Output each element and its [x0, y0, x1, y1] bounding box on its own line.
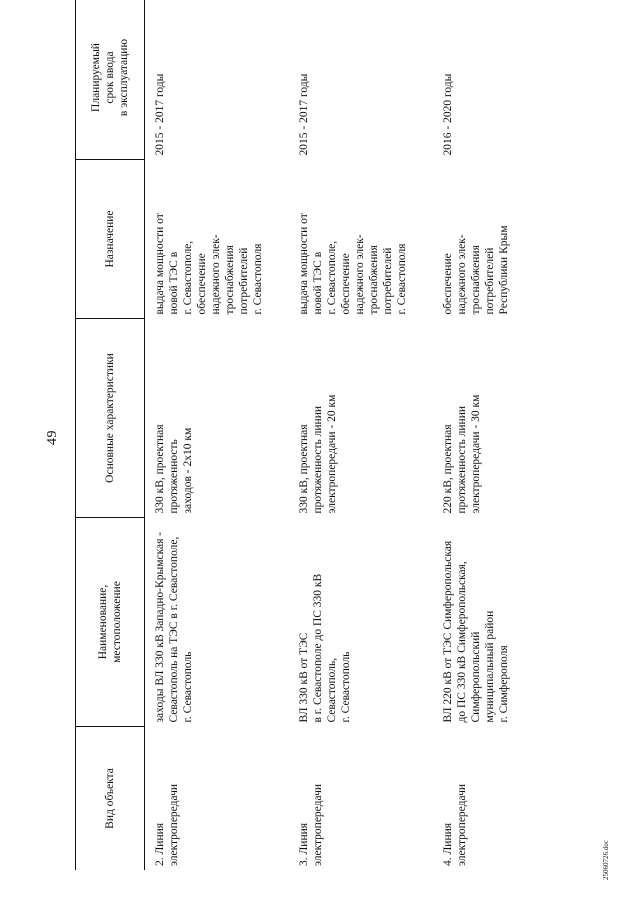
- cell-purpose: выдача мощности от новой ТЭС в г. Севастополе, обеспечение надежного элек- троснабжения потребителей г. Севастополя: [154, 213, 264, 315]
- header-term: Планируемый срок ввода в эксплуатацию: [76, 0, 145, 160]
- cell-purpose: выдача мощности от новой ТЭС в г. Севастополе, обеспечение надежного элек- троснабжения потребителей г. Севастополя: [298, 213, 408, 315]
- table-row: [145, 0, 290, 870]
- rotated-table-container: [75, 40, 535, 870]
- infrastructure-table: [75, 0, 587, 870]
- cell-name-location: ВЛ 330 кВ от ТЭС в г. Севастополе до ПС 330 кВ Севастополь, г. Севастополь: [298, 573, 352, 723]
- cell-object-type: 2. Линия электропередачи: [154, 783, 180, 866]
- cell-name-location: ВЛ 220 кВ от ТЭС Симферопольская до ПС 330 кВ Симферопольская, Симферопольский муниципальный район г. Симферополя: [442, 540, 510, 723]
- cell-object-type: 3. Линия электропередачи: [298, 783, 324, 866]
- table-row: [433, 0, 587, 870]
- header-name-location: Наименование, местоположение: [76, 518, 145, 727]
- header-characteristics: Основные характеристики: [76, 319, 145, 518]
- document-filename: 25060726.doc: [602, 840, 610, 880]
- cell-purpose: обеспечение надежного элек- троснабжения потребителей Республики Крым: [442, 225, 510, 315]
- header-object-type: Вид объекта: [76, 727, 145, 871]
- cell-term: 2015 - 2017 годы: [298, 73, 310, 156]
- table-row: [289, 0, 433, 870]
- cell-term: 2016 - 2020 годы: [442, 73, 454, 156]
- cell-term: 2015 - 2017 годы: [154, 73, 166, 156]
- cell-characteristics: 330 кВ, проектная протяженность заходов - 2х10 км: [154, 424, 194, 514]
- cell-name-location: заходы ВЛ 330 кВ Западно-Крымская - Севастополь на ТЭС в г. Севастополе, г. Севастополь: [154, 531, 194, 723]
- header-purpose: Назначение: [76, 160, 145, 319]
- cell-characteristics: 330 кВ, проектная протяженность линии электропередачи - 20 км: [298, 394, 338, 514]
- cell-object-type: 4. Линия электропередачи: [442, 783, 468, 866]
- cell-characteristics: 220 кВ, проектная протяженность линии электропередачи - 30 км: [442, 394, 482, 514]
- page-number: 49: [45, 430, 60, 445]
- table-header-row: [76, 0, 145, 870]
